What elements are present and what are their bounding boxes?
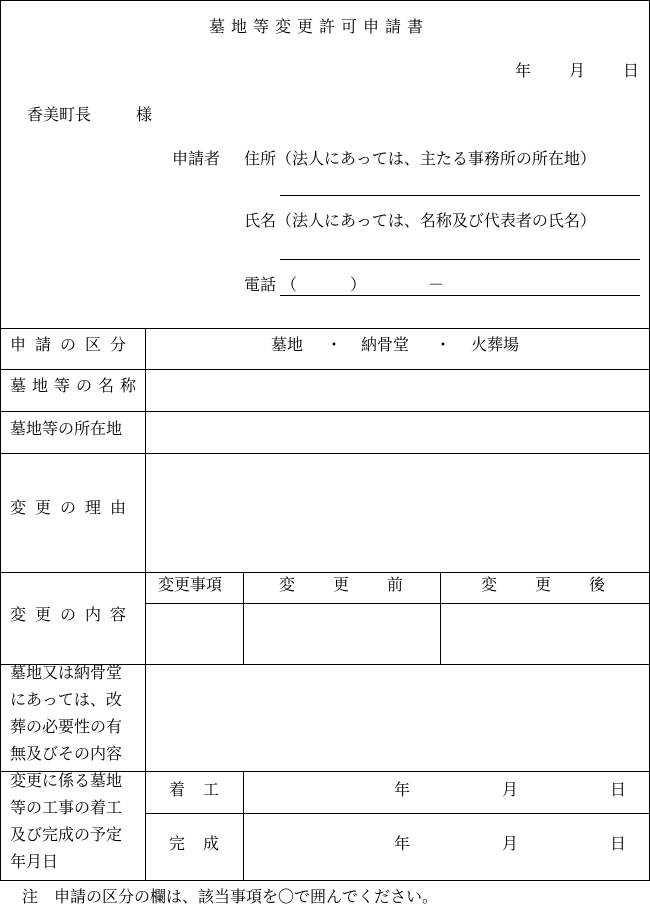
before-change-field[interactable] (244, 604, 440, 664)
after-change-header (481, 575, 644, 594)
category-label: 申請の区分 (10, 335, 136, 354)
facility-location-field[interactable] (146, 412, 650, 453)
schedule-label-line: 等の工事の着工 (10, 798, 123, 817)
address-label: 住所（法人にあっては、主たる事務所の所在地） (244, 149, 596, 168)
complete-month: 月 (502, 834, 519, 853)
complete-year: 年 (394, 834, 411, 853)
name-field[interactable] (280, 259, 640, 260)
start-date-field[interactable] (244, 772, 650, 813)
reburial-label-line: 無及びその内容 (10, 744, 123, 763)
category-separator: ・ (435, 335, 452, 354)
complete-day: 日 (610, 834, 627, 853)
before-change-text: 変更前 (279, 575, 442, 594)
change-reason-field[interactable] (146, 454, 650, 572)
applicant-label: 申請者 (172, 149, 221, 168)
start-month: 月 (502, 780, 519, 799)
facility-name-field[interactable] (146, 370, 650, 411)
complete-date-field[interactable] (244, 814, 650, 880)
reburial-label-line: 葬の必要性の有 (10, 717, 123, 736)
date-month: 月 (569, 61, 586, 80)
after-change-field[interactable] (441, 604, 650, 664)
divider (0, 328, 650, 329)
addressee: 香美町長 (27, 105, 92, 124)
category-option-ossuary[interactable]: 納骨堂 (361, 335, 410, 354)
phone-dash: － (428, 275, 445, 294)
honorific: 様 (136, 105, 153, 124)
reburial-field[interactable] (146, 665, 650, 771)
after-change-text: 変更後 (481, 575, 644, 594)
category-separator: ・ (326, 335, 343, 354)
start-year: 年 (394, 780, 411, 799)
divider (0, 572, 650, 573)
change-reason-label: 変更の理由 (10, 498, 136, 517)
change-content-label: 変更の内容 (10, 605, 136, 624)
category-option-crematorium[interactable]: 火葬場 (471, 335, 520, 354)
facility-name-label: 墓地等の名称 (10, 376, 143, 395)
start-day: 日 (610, 780, 627, 799)
schedule-label-line: 変更に係る墓地 (10, 771, 123, 790)
schedule-label-line: 及び完成の予定 (10, 825, 123, 844)
change-item-field[interactable] (146, 604, 243, 664)
schedule-label-line: 年月日 (10, 852, 59, 871)
change-item-header: 変更事項 (158, 575, 223, 594)
address-field[interactable] (280, 195, 640, 196)
category-option-cemetery[interactable]: 墓地 (271, 335, 304, 354)
form-title: 墓地等変更許可申請書 (209, 17, 430, 36)
phone-close: ） (350, 275, 367, 294)
reburial-label-line: 墓地又は納骨堂 (10, 663, 123, 682)
phone-field[interactable] (280, 295, 640, 296)
date-year: 年 (515, 61, 532, 80)
before-change-header (279, 575, 442, 594)
date-day: 日 (623, 61, 640, 80)
construction-start-label: 着工 (169, 780, 238, 799)
facility-location-label: 墓地等の所在地 (10, 419, 123, 438)
construction-complete-label: 完成 (169, 834, 238, 853)
reburial-label-line: にあっては、改 (10, 690, 122, 709)
name-label: 氏名（法人にあっては、名称及び代表者の氏名） (244, 211, 596, 230)
phone-label: 電話 (244, 275, 277, 294)
phone-open: （ (281, 275, 298, 294)
footnote: 注 申請の区分の欄は、該当事項を〇で囲んでください。 (22, 887, 439, 906)
